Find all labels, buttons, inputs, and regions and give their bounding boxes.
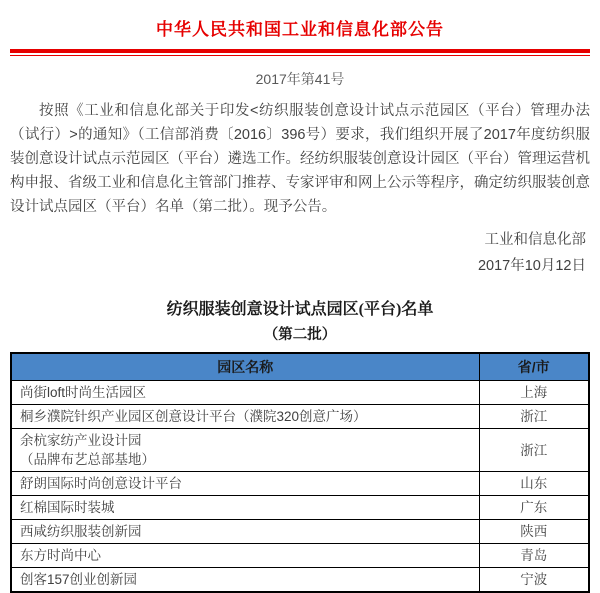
province-cell: 山东 <box>479 472 589 496</box>
park-name-cell: 创客157创业创新园 <box>11 568 479 593</box>
red-divider-thin-line <box>10 55 590 56</box>
signature-block <box>0 227 586 279</box>
park-name-cell: 尚街loft时尚生活园区 <box>11 381 479 405</box>
park-name-line1: 余杭家纺产业设计园 <box>20 433 142 448</box>
province-cell: 宁波 <box>479 568 589 593</box>
list-title: 纺织服装创意设计试点园区(平台)名单 <box>166 301 434 318</box>
park-name-cell: 桐乡濮院针织产业园区创意设计平台（濮院320创意广场） <box>11 405 479 429</box>
table-row <box>11 381 589 405</box>
table-row <box>11 429 589 472</box>
red-divider <box>10 49 590 56</box>
park-name-line2: （品牌布艺总部基地） <box>20 452 155 467</box>
issue-date: 2017年10月12日 <box>477 258 586 274</box>
parks-table <box>10 352 590 593</box>
province-cell: 青岛 <box>479 544 589 568</box>
province-cell: 广东 <box>479 496 589 520</box>
province-cell: 上海 <box>479 381 589 405</box>
park-name-cell: 西咸纺织服装创新园 <box>11 520 479 544</box>
table-row <box>11 472 589 496</box>
doc-number: 2017年第41号 <box>255 71 345 87</box>
province-cell: 浙江 <box>479 429 589 472</box>
table-row <box>11 496 589 520</box>
table-row <box>11 568 589 593</box>
red-divider-thick-line <box>10 49 590 53</box>
column-header-park-name: 园区名称 <box>11 353 479 381</box>
park-name-cell: 东方时尚中心 <box>11 544 479 568</box>
announcement-title: 中华人民共和国工业和信息化部公告 <box>156 20 444 39</box>
province-cell: 陕西 <box>479 520 589 544</box>
table-row <box>11 405 589 429</box>
issuer-name: 工业和信息化部 <box>484 232 586 248</box>
park-name-cell: 红棉国际时装城 <box>11 496 479 520</box>
column-header-province: 省/市 <box>479 353 589 381</box>
table-row <box>11 544 589 568</box>
table-row <box>11 520 589 544</box>
park-name-cell: 舒朗国际时尚创意设计平台 <box>11 472 479 496</box>
announcement-body: 按照《工业和信息化部关于印发<纺织服装创意设计试点示范园区（平台）管理办法（试行）>的通知》（工信部消费〔2016〕396号）要求，我们组织开展了2017年度纺织服装创意设计试点示范园区（平台）遴选工作。经纺织服装创意设计园区（平台）管理运营机构申报、省级工业和信息化主管部门推荐、专家评审和网上公示等程序，确定纺织服装创意设计试点园区（平台）名单（第二批）。现予公告。 <box>10 103 590 215</box>
list-subtitle: （第二批） <box>263 327 337 343</box>
table-header-row <box>11 353 589 381</box>
park-name-cell <box>11 429 479 472</box>
province-cell: 浙江 <box>479 405 589 429</box>
